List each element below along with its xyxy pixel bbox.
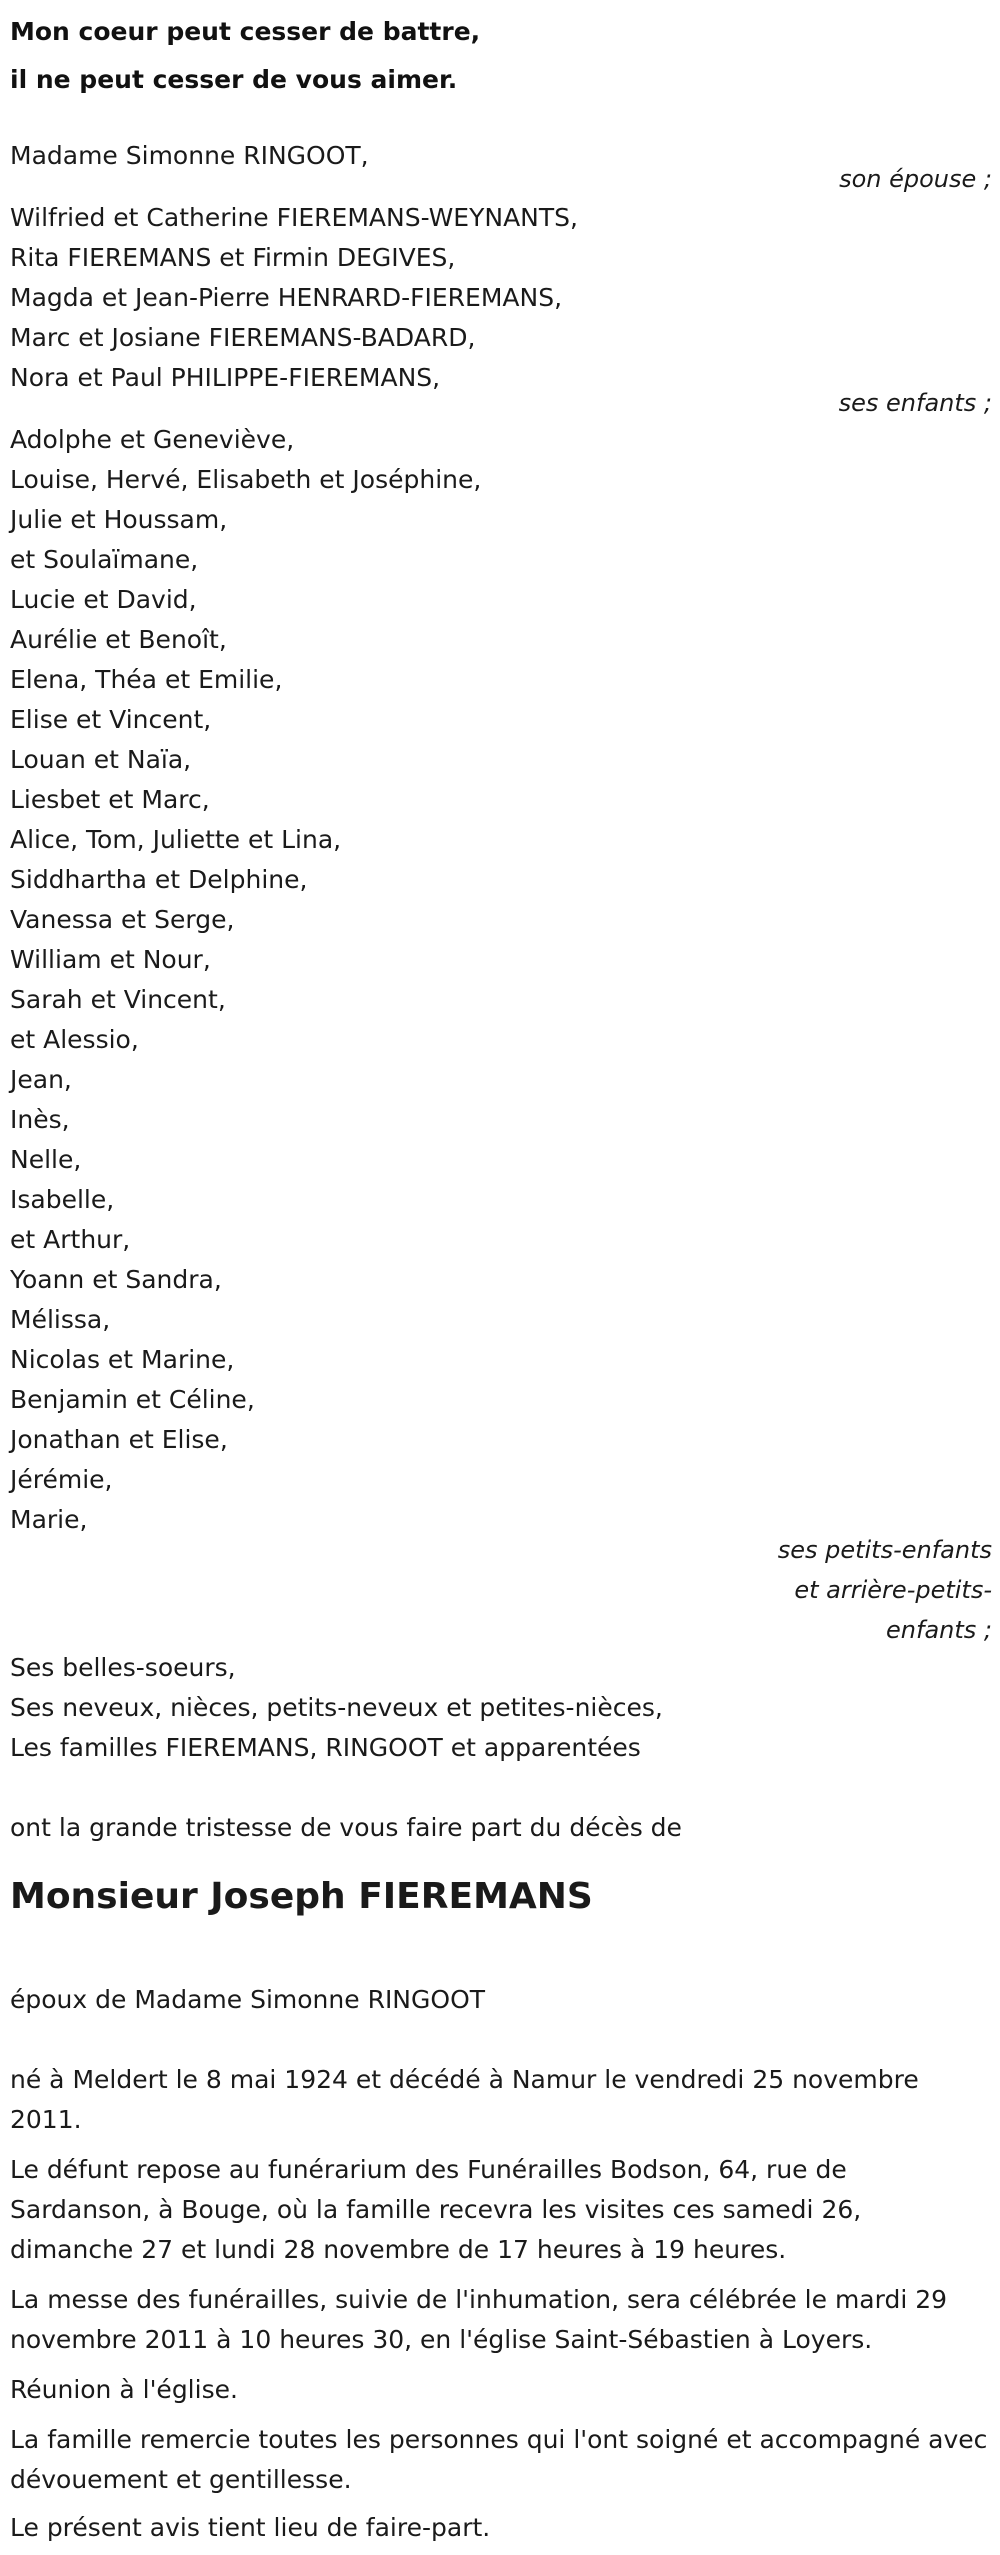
grandchild-entry: Aurélie et Benoît,: [10, 625, 227, 654]
grandchild-entry: et Alessio,: [10, 1025, 139, 1054]
epigraph: [10, 8, 480, 104]
grandchild-entry: Jérémie,: [10, 1465, 113, 1494]
grandchild-entry: Inès,: [10, 1105, 70, 1134]
child-entry: Marc et Josiane FIEREMANS-BADARD,: [10, 323, 476, 352]
grandchild-entry: Julie et Houssam,: [10, 505, 228, 534]
announcement-text: ont la grande tristesse de vous faire part du décès de: [10, 1813, 682, 1842]
grandchild-entry: Elise et Vincent,: [10, 705, 212, 734]
children-role: ses enfants ;: [838, 389, 992, 417]
grandchildren-list: [10, 420, 481, 1540]
child-entry: Nora et Paul PHILIPPE-FIEREMANS,: [10, 363, 441, 392]
children-list: [10, 198, 578, 398]
grandchild-entry: Jonathan et Elise,: [10, 1425, 228, 1454]
grandchildren-role-line: ses petits-enfants: [777, 1536, 992, 1564]
grandchild-entry: et Arthur,: [10, 1225, 131, 1254]
grandchild-entry: Siddhartha et Delphine,: [10, 865, 308, 894]
spouse-name: Madame Simonne RINGOOT,: [10, 141, 369, 170]
grandchild-entry: Sarah et Vincent,: [10, 985, 226, 1014]
grandchild-entry: Louise, Hervé, Elisabeth et Joséphine,: [10, 465, 482, 494]
epigraph-line-1: Mon coeur peut cesser de battre,: [10, 17, 481, 46]
birth-death-paragraph: né à Meldert le 8 mai 1924 et décédé à Namur le vendredi 25 novembre 2011.: [10, 2065, 919, 2134]
grandchild-entry: Elena, Théa et Emilie,: [10, 665, 283, 694]
relatives-entry: Ses belles-soeurs,: [10, 1653, 236, 1682]
grandchild-entry: et Soulaïmane,: [10, 545, 199, 574]
child-entry: Wilfried et Catherine FIEREMANS-WEYNANTS,: [10, 203, 578, 232]
reunion-paragraph: Réunion à l'église.: [10, 2375, 238, 2404]
grandchild-entry: Mélissa,: [10, 1305, 111, 1334]
other-relatives: [10, 1648, 663, 1768]
grandchild-entry: Alice, Tom, Juliette et Lina,: [10, 825, 342, 854]
grandchild-entry: Louan et Naïa,: [10, 745, 192, 774]
grandchild-entry: Isabelle,: [10, 1185, 115, 1214]
grandchild-entry: Liesbet et Marc,: [10, 785, 210, 814]
child-entry: Rita FIEREMANS et Firmin DEGIVES,: [10, 243, 456, 272]
spouse-role: son épouse ;: [839, 165, 992, 193]
grandchildren-role-line: et arrière-petits-: [794, 1576, 992, 1604]
grandchild-entry: Lucie et David,: [10, 585, 197, 614]
grandchild-entry: William et Nour,: [10, 945, 211, 974]
grandchild-entry: Jean,: [10, 1065, 72, 1094]
relatives-entry: Les familles FIEREMANS, RINGOOT et apparentées: [10, 1733, 641, 1762]
grandchild-entry: Marie,: [10, 1505, 88, 1534]
child-entry: Magda et Jean-Pierre HENRARD-FIEREMANS,: [10, 283, 563, 312]
notice-paragraph: Le présent avis tient lieu de faire-part.: [10, 2513, 491, 2542]
grandchildren-role: [778, 1530, 992, 1650]
funerarium-paragraph: Le défunt repose au funérarium des Funérailles Bodson, 64, rue de Sardanson, à Bouge, où la famille recevra les visites ces samedi 26, dimanche 27 et lundi 28 novembre de 17 heures à 19 heures.: [10, 2155, 862, 2264]
grandchild-entry: Yoann et Sandra,: [10, 1265, 222, 1294]
epigraph-line-2: il ne peut cesser de vous aimer.: [10, 65, 458, 94]
grandchild-entry: Vanessa et Serge,: [10, 905, 235, 934]
grandchild-entry: Nicolas et Marine,: [10, 1345, 235, 1374]
grandchildren-role-line: enfants ;: [886, 1616, 992, 1644]
grandchild-entry: Nelle,: [10, 1145, 82, 1174]
deceased-spouse-of: époux de Madame Simonne RINGOOT: [10, 1985, 486, 2014]
relatives-entry: Ses neveux, nièces, petits-neveux et petites-nièces,: [10, 1693, 663, 1722]
grandchild-entry: Benjamin et Céline,: [10, 1385, 255, 1414]
mass-paragraph: La messe des funérailles, suivie de l'inhumation, sera célébrée le mardi 29 novembre 2011 à 10 heures 30, en l'église Saint-Sébastien à Loyers.: [10, 2285, 948, 2354]
grandchild-entry: Adolphe et Geneviève,: [10, 425, 295, 454]
thanks-paragraph: La famille remercie toutes les personnes qui l'ont soigné et accompagné avec dévouement et gentillesse.: [10, 2425, 988, 2494]
deceased-name: Monsieur Joseph FIEREMANS: [10, 1876, 593, 1917]
